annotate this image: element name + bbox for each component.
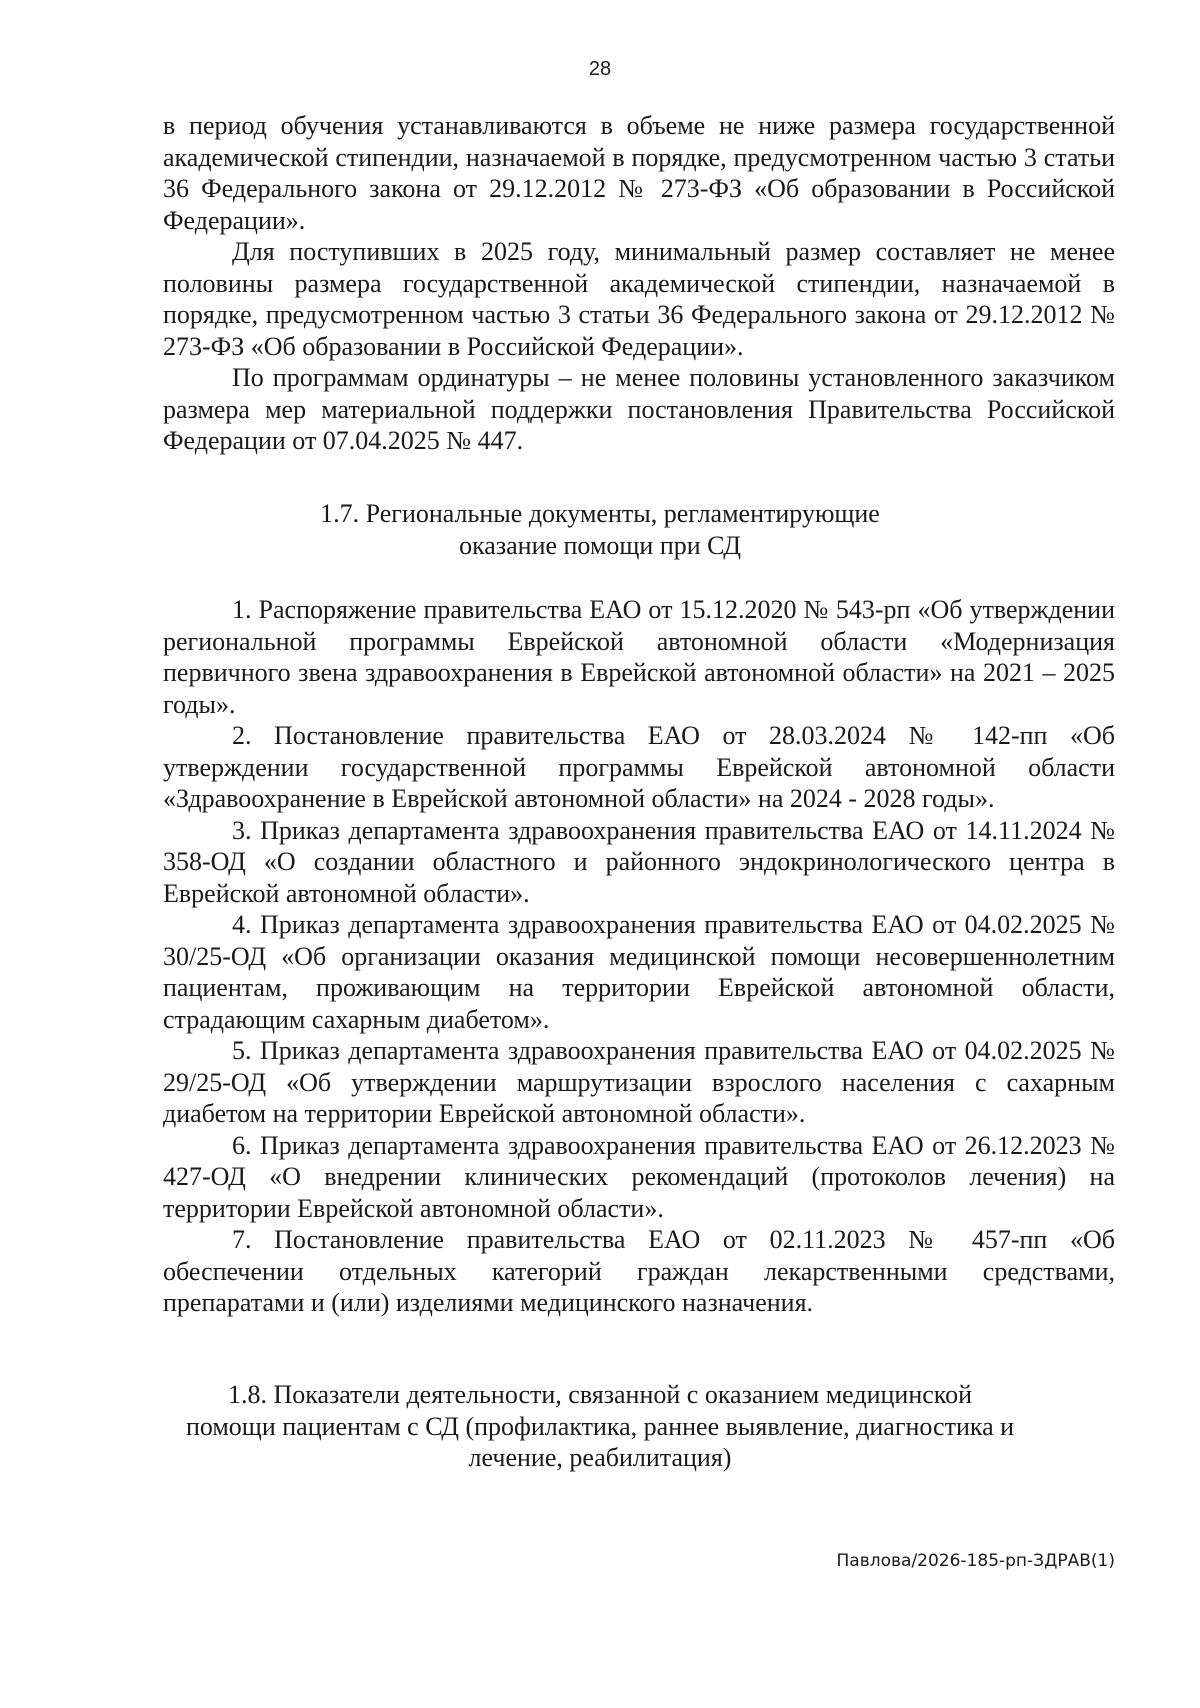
- section-1-7-heading-line-2: оказание помощи при СД: [459, 530, 741, 560]
- section-1-7-list: [163, 594, 1115, 1319]
- section-1-8-heading-line-2: помощи пациентам с СД (профилактика, раннее выявление, диагностика и: [185, 1411, 1015, 1441]
- list-item-7: 7. Постановление правительства ЕАО от 02.11.2023 № 457-пп «Об обеспечении отдельных категорий граждан лекарственными средствами, препаратами и (или) изделиями медицинского назначения.: [163, 1225, 1115, 1317]
- intro-paragraph-3: По программам ординатуры – не менее половины установленного заказчиком размера мер материальной поддержки постановления Правительства Российской Федерации от 07.04.2025 № 447.: [163, 363, 1115, 455]
- document-code-footer: Павлова/2026-185-рп-ЗДРАВ(1): [836, 1551, 1115, 1571]
- section-1-8-heading-line-3: лечение, реабилитация): [468, 1443, 732, 1472]
- list-item-5: 5. Приказ департамента здравоохранения правительства ЕАО от 04.02.2025 № 29/25-ОД «Об утверждении маршрутизации взрослого населения с сахарным диабетом на территории Еврейской автономной области».: [163, 1036, 1115, 1128]
- intro-text: [163, 110, 1115, 457]
- section-1-7-heading: [0, 498, 1200, 561]
- intro-paragraph-2: Для поступивших в 2025 году, минимальный размер составляет не менее половины размера государственной академической стипендии, назначаемой в порядке, предусмотренном частью 3 статьи 36 Федерального закона от 29.12.2012 № 273-ФЗ «Об образовании в Российской Федерации».: [163, 237, 1115, 361]
- page-number: 28: [588, 58, 612, 80]
- section-1-8-heading: [0, 1379, 1200, 1474]
- list-item-1: 1. Распоряжение правительства ЕАО от 15.12.2020 № 543-рп «Об утверждении региональной программы Еврейской автономной области «Модернизация первичного звена здравоохранения в Еврейской автономной области» на 2021 – 2025 годы».: [163, 595, 1115, 719]
- list-item-6: 6. Приказ департамента здравоохранения правительства ЕАО от 26.12.2023 № 427-ОД «О внедрении клинических рекомендаций (протоколов лечения) на территории Еврейской автономной области».: [163, 1130, 1115, 1223]
- list-item-4: 4. Приказ департамента здравоохранения правительства ЕАО от 04.02.2025 № 30/25-ОД «Об организации оказания медицинской помощи несовершеннолетним пациентам, проживающим на территории Еврейской автономной области, страдающим сахарным диабетом».: [163, 910, 1115, 1034]
- list-item-3: 3. Приказ департамента здравоохранения правительства ЕАО от 14.11.2024 № 358-ОД «О создании областного и районного эндокринологического центра в Еврейской автономной области».: [163, 815, 1115, 908]
- intro-paragraph-1: в период обучения устанавливаются в объеме не ниже размера государственной академической стипендии, назначаемой в порядке, предусмотренном частью 3 статьи 36 Федерального закона от 29.12.2012 № 273-ФЗ «Об образовании в Российской Федерации».: [163, 111, 1115, 235]
- list-item-2: 2. Постановление правительства ЕАО от 28.03.2024 № 142-пп «Об утверждении государственной программы Еврейской автономной области «Здравоохранение в Еврейской автономной области» на 2024 - 2028 годы».: [163, 721, 1115, 813]
- section-1-7-heading-line-1: 1.7. Региональные документы, регламентирующие: [320, 499, 880, 528]
- section-1-8-heading-line-1: 1.8. Показатели деятельности, связанной с оказанием медицинской: [227, 1380, 973, 1409]
